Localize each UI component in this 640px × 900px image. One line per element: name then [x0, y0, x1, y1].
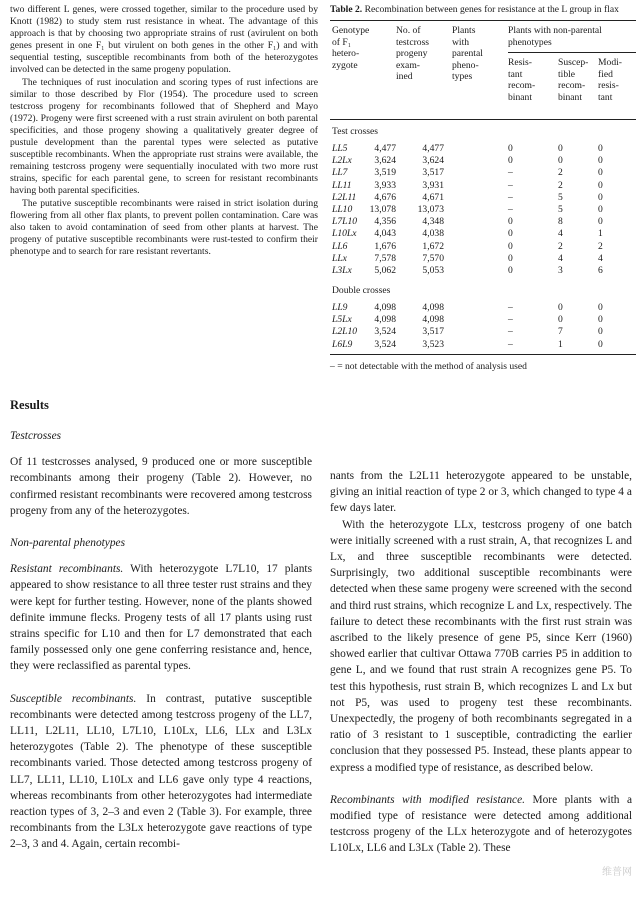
- table-row: [330, 228, 636, 240]
- table-cell: 0: [508, 240, 513, 252]
- table-row: [330, 326, 636, 338]
- table-row: [330, 155, 636, 167]
- table-cell: 4,676: [374, 191, 396, 203]
- table-cell: LL7: [332, 167, 348, 179]
- header-parental-phenotypes: Plants with parental pheno- types: [452, 25, 483, 83]
- table-cell: 3: [558, 264, 563, 276]
- table-cell: 3,523: [422, 338, 444, 350]
- table-cell: 1: [598, 228, 603, 240]
- table-header: [330, 21, 636, 119]
- table-cell: 0: [558, 314, 563, 326]
- run-in-heading: Recombinants with modified resistance.: [330, 793, 525, 806]
- table-cell: 0: [598, 191, 603, 203]
- paragraph-body: More plants with a modified type of resistance were detected among additional testcross progeny of the LLx heterozygote and of heterozygotes L10Lx, LL6 and L3Lx (Table 2). These: [330, 793, 633, 855]
- table-row: [330, 265, 636, 277]
- table-cell: 2: [558, 167, 563, 179]
- table-cell: 7,570: [422, 252, 444, 264]
- table-cell: L7L10: [332, 216, 358, 228]
- table-cell: 13,073: [417, 203, 444, 215]
- paragraph-body: With heterozygote L7L10, 17 plants appeared to show resistance to all three tester rust strains and they were kept for further testing. However, none of the plants showed definite immune flecks. Progeny tests of all 17 plants using rust strains specific for L10 and then for L7 demonstrated that each family possessed only one gene conferring resistance and, hence, they were reclassified as parental types.: [10, 563, 313, 673]
- table-cell: 4,356: [374, 216, 396, 228]
- table-cell: L2L10: [332, 326, 358, 338]
- table-cell: 7: [558, 326, 563, 338]
- table-cell: –: [508, 326, 513, 338]
- table-cell: LL11: [332, 179, 352, 191]
- table-cell: 0: [508, 216, 513, 228]
- watermark-logo: 维普网: [602, 867, 632, 878]
- table-cell: 0: [558, 302, 563, 314]
- subsection-heading-nonparental: Non-parental phenotypes: [10, 537, 126, 550]
- header-nonparental: Plants with non-parental phenotypes: [508, 25, 602, 48]
- table-cell: 4,098: [422, 302, 444, 314]
- table-cell: –: [508, 203, 513, 215]
- table-cell: 3,524: [374, 338, 396, 350]
- table-cell: 4,671: [422, 191, 444, 203]
- table-row: [330, 216, 636, 228]
- table-row: [330, 314, 636, 326]
- table-cell: 3,517: [422, 326, 444, 338]
- table-cell: 4,477: [422, 143, 444, 154]
- table-cell: –: [508, 314, 513, 326]
- paragraph: The techniques of rust inoculation and scoring types of rust infections are similar to those described by Flor (1954). The procedure used to screen testcross progeny for recombinants followed that of Shepherd and Mayo (1972). Progeny were first screened with a rust strain avirulent on both parental specificities, and those progeny showing a qualitatively greater degree of pustule development than the parental types were selected as putative susceptible recombinants. When the appropriate rust strains were available, the remaining testcross progeny were sequentially inoculated with two more rust strains, specific for each parental gene, to screen for resistant recombinants having both parental specificities.: [10, 76, 318, 197]
- table-cell: 4,348: [422, 216, 444, 228]
- table-cell: 2: [558, 240, 563, 252]
- table-cell: 1,676: [374, 240, 396, 252]
- table-cell: 0: [598, 314, 603, 326]
- subsection-heading-testcrosses: Testcrosses: [10, 430, 62, 442]
- table-row: [330, 241, 636, 253]
- table-cell: 5,062: [374, 264, 396, 276]
- table-cell: 3,519: [374, 167, 396, 179]
- header-susceptible: Suscep- tible recom- binant: [558, 57, 589, 103]
- table-cell: L5Lx: [332, 314, 352, 326]
- table-cell: 0: [598, 216, 603, 228]
- table-cell: L10Lx: [332, 228, 357, 240]
- table-cell: 3,624: [422, 155, 444, 167]
- table-cell: 5: [558, 191, 563, 203]
- table-cell: LL10: [332, 203, 353, 215]
- table-row: [330, 167, 636, 179]
- table-cell: 5,053: [422, 264, 444, 276]
- table-row: [330, 143, 636, 155]
- table-cell: 3,624: [374, 155, 396, 167]
- results-left-column: [10, 428, 312, 853]
- table-2: [330, 4, 636, 373]
- table-cell: –: [508, 191, 513, 203]
- table-row: [330, 204, 636, 216]
- table-cell: 0: [558, 155, 563, 167]
- table-cell: 4: [598, 252, 603, 264]
- table-cell: 4,038: [422, 228, 444, 240]
- paragraph: nants from the L2L11 heterozygote appeared to be unstable, giving an initial reaction of type 2 or 3, which changed to type 4 a few days later.: [330, 470, 632, 515]
- table-cell: 5: [558, 203, 563, 215]
- paragraph-resistant: [10, 561, 312, 674]
- paragraph-susceptible: [10, 691, 312, 853]
- table-cell: 4,098: [422, 314, 444, 326]
- table-cell: 0: [508, 252, 513, 264]
- run-in-heading: Resistant recombinants.: [10, 563, 124, 576]
- paragraph: Of 11 testcrosses analysed, 9 produced one or more susceptible recombinants among their progeny (Table 2). However, no confirmed resistant recombinants were recovered among testcross progeny from any of the heterozygotes.: [10, 456, 312, 517]
- table-cell: 0: [558, 143, 563, 154]
- table-row: [330, 253, 636, 265]
- table-cell: 0: [508, 155, 513, 167]
- table-cell: 0: [508, 143, 513, 154]
- table-cell: 3,931: [422, 179, 444, 191]
- table-cell: 4: [558, 228, 563, 240]
- table-cell: 4: [558, 252, 563, 264]
- table-cell: 0: [598, 326, 603, 338]
- table-cell: L2L11: [332, 191, 357, 203]
- table-cell: 4,098: [374, 302, 396, 314]
- run-in-heading: Susceptible recombinants.: [10, 692, 137, 705]
- table-cell: 13,078: [369, 203, 396, 215]
- table-cell: LL6: [332, 240, 348, 252]
- table-cell: 1: [558, 338, 563, 350]
- table-cell: 0: [598, 203, 603, 215]
- table-cell: L3Lx: [332, 264, 352, 276]
- table-row: [330, 180, 636, 192]
- table-cell: 0: [508, 228, 513, 240]
- table-row: [330, 339, 636, 351]
- paragraph-body: In contrast, putative susceptible recombinants were detected among testcross progeny of the LL7, LL11, L2L11, LL10, L7L10, L10Lx, LL6, LLx and L3Lx heterozygotes (Table 2). The phenotype of these susceptible recombinants varied. Those detected among testcross progeny of LL7, LL11, LL10, L10Lx and LL6 gave only type 4 reactions, whereas recombinants from other heterozygotes had intermediate reaction types of 3, 2–3 and even 2 (Table 3). For example, three recombinants from the L3Lx heterozygote gave reactions of type 2–3, 3 and 4. Again, certain recombi-: [10, 692, 312, 851]
- table-body-test: [330, 143, 636, 277]
- table-cell: –: [508, 179, 513, 191]
- table-cell: 2: [558, 179, 563, 191]
- table-cell: 3,524: [374, 326, 396, 338]
- table-cell: 0: [598, 167, 603, 179]
- table-cell: 0: [598, 143, 603, 154]
- table-cell: 1,672: [422, 240, 444, 252]
- table-row: [330, 192, 636, 204]
- paragraph-modified: [330, 792, 632, 857]
- paragraph: With the heterozygote LLx, testcross progeny of one batch were initially screened with a rust strain, A, that recognizes L and Lx, and three susceptible recombinants were detected. Surprisingly, two additional susceptible recombinants were detected when these same progeny were screened with the second and third rust strains, which recognize L and Lx, respectively. The failure to detect these recombinants with the first rust strain was ascribed to the likely presence of gene P5, since Kerr (1960) showed earlier that cultivar Ottawa 770B carries P5 in addition to gene L, and we found that rust strain A recognizes gene P5. To test this hypothesis, rust strain B, which recognizes L and Lx but not P5, was used to progeny test these recombinants. Unexpectedly, the progeny of both recombinants segregated in a ratio of 3 resistant to 1 susceptible, contradicting the earlier conclusion that they possessed P5. Instead, these plants appear to express a modified type of resistance, as described below.: [330, 518, 632, 774]
- header-modified: Modi- fied resis- tant: [598, 57, 622, 103]
- table-cell: 2: [598, 240, 603, 252]
- table-cell: 3,517: [422, 167, 444, 179]
- table-section-test-crosses: Test crosses: [332, 126, 378, 137]
- table-cell: 0: [598, 179, 603, 191]
- table-cell: –: [508, 167, 513, 179]
- table-cell: 0: [598, 338, 603, 350]
- table-cell: 0: [598, 155, 603, 167]
- table-cell: L6L9: [332, 338, 353, 350]
- table-cell: 4,477: [374, 143, 396, 154]
- table-cell: LL5: [332, 143, 348, 154]
- table-body-double: [330, 302, 636, 351]
- table-cell: L2Lx: [332, 155, 352, 167]
- table-cell: 8: [558, 216, 563, 228]
- table-cell: 0: [508, 264, 513, 276]
- header-resistant: Resis- tant recom- binant: [508, 57, 536, 103]
- table-cell: 7,578: [374, 252, 396, 264]
- paragraph: The putative susceptible recombinants were raised in strict isolation during flowering from all other flax plants, to prevent pollen contamination. Care was also taken to avoid contamination of seed from other plants at harvest. The progeny of putative susceptible recombinants were rust-tested to confirm their phenotype and to search for rare resistant revertants.: [10, 197, 318, 257]
- methods-text: [10, 4, 318, 258]
- table-cell: LLx: [332, 252, 347, 264]
- table-row: [330, 302, 636, 314]
- table-cell: 6: [598, 264, 603, 276]
- table-cell: 4,098: [374, 314, 396, 326]
- table-caption: [330, 4, 636, 16]
- table-cell: –: [508, 338, 513, 350]
- table-cell: 3,933: [374, 179, 396, 191]
- section-heading-results: Results: [10, 398, 49, 412]
- results-right-column: [330, 468, 632, 857]
- table-cell: 0: [598, 302, 603, 314]
- table-label: Table 2.: [330, 4, 363, 15]
- header-genotype: Genotype of F₁ hetero- zygote: [332, 25, 370, 71]
- paragraph: two different L genes, were crossed together, similar to the procedure used by Knott (1982) to study stem rust resistance in wheat. The advantage of this approach is that by choosing two appropriate strains of rust (avirulent on both genes present in one F₁ but virulent on both genes in the other F₁) and with sequential testing, susceptible recombinants from both of the heterozygotes involved can be detected in the same progeny population.: [10, 4, 318, 76]
- table-title: Recombination between genes for resistance at the L group in flax: [362, 4, 619, 15]
- table-cell: 4,043: [374, 228, 396, 240]
- header-testcross-progeny: No. of testcross progeny exam- ined: [396, 25, 430, 83]
- table-section-double-crosses: Double crosses: [332, 285, 391, 297]
- table-cell: LL9: [332, 302, 348, 314]
- table-footnote: – = not detectable with the method of analysis used: [330, 360, 527, 372]
- table-cell: –: [508, 302, 513, 314]
